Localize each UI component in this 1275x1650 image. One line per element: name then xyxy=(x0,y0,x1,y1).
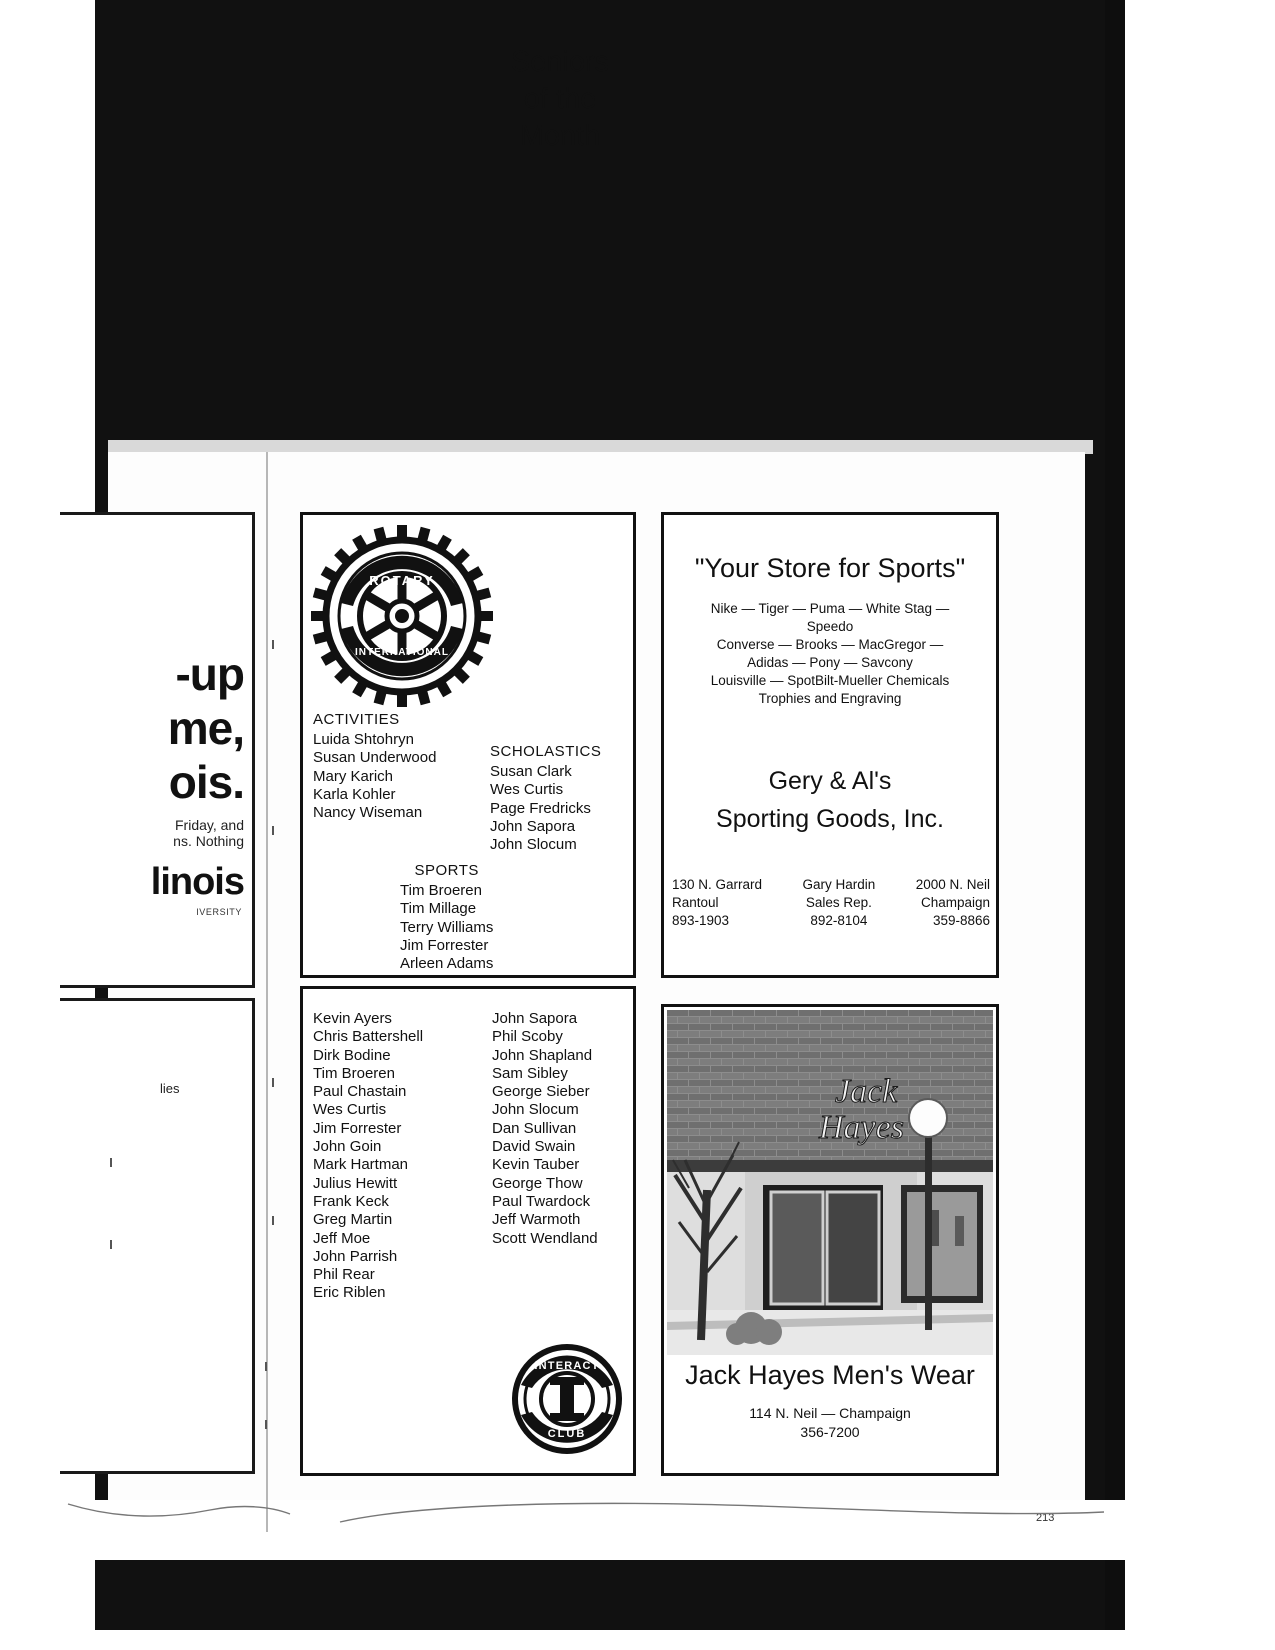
list-item: Arleen Adams xyxy=(400,955,494,973)
list-item: Frank Keck xyxy=(313,1192,389,1210)
list-item: Paul Twardock xyxy=(492,1192,591,1210)
bleed-body-2: ns. Nothing xyxy=(173,833,244,849)
bleed-headline-1: -up xyxy=(175,648,244,700)
contact-block-rep xyxy=(802,876,875,930)
list-item: Kevin Ayers xyxy=(313,1010,392,1027)
registration-tick xyxy=(272,1216,274,1225)
address-line: 114 N. Neil — Champaign xyxy=(749,1405,911,1421)
bleed-fragment: lies xyxy=(160,1081,180,1096)
brand-line: Adidas — Pony — Savcony xyxy=(747,655,913,670)
phone-line: 356-7200 xyxy=(800,1424,860,1440)
page-number: 213 xyxy=(1036,1512,1055,1524)
contact-line-2: Rantoul xyxy=(672,895,719,910)
list-item: Mark Hartman xyxy=(313,1156,409,1174)
business-name-line-1: Gery & Al's xyxy=(768,767,892,795)
list-item: Dirk Bodine xyxy=(313,1046,391,1064)
sports-group xyxy=(400,862,493,973)
activities-heading: ACTIVITIES xyxy=(313,711,400,728)
registration-tick xyxy=(272,826,274,835)
rotary-international-logo xyxy=(311,525,493,707)
list-item: John Slocum xyxy=(492,1101,579,1119)
members-column-right xyxy=(492,1010,598,1248)
business-name-line-2: Sporting Goods, Inc. xyxy=(716,805,944,833)
list-item: Wes Curtis xyxy=(313,1101,387,1119)
list-item: George Thow xyxy=(492,1174,583,1192)
svg-text:Jack: Jack xyxy=(835,1073,898,1110)
list-item: John Parrish xyxy=(313,1247,398,1265)
title-line-3: Month xyxy=(519,120,601,152)
list-item: Sam Sibley xyxy=(492,1064,568,1082)
brand-line: Converse — Brooks — MacGregor — xyxy=(716,637,944,652)
facing-page-ad-bottom xyxy=(60,998,255,1474)
contact-line-1: 130 N. Garrard xyxy=(672,877,763,892)
list-item: Karla Kohler xyxy=(313,785,396,803)
brand-line: Louisville — SpotBilt-Mueller Chemicals xyxy=(710,673,950,688)
registration-tick xyxy=(272,1078,274,1087)
registration-tick xyxy=(265,1420,267,1429)
list-item: Eric Riblen xyxy=(313,1284,386,1302)
list-item: Nancy Wiseman xyxy=(313,804,423,822)
scan-background-right xyxy=(1105,0,1125,1630)
sporting-goods-slogan: "Your Store for Sports" xyxy=(694,553,966,583)
list-item: Jim Forrester xyxy=(400,936,489,954)
contact-line-2: Champaign xyxy=(920,895,990,910)
list-item: Scott Wendland xyxy=(492,1229,598,1247)
title-line-1: Seniors xyxy=(510,46,610,78)
list-item: Phil Scoby xyxy=(492,1028,563,1046)
svg-text:INTERACT: INTERACT xyxy=(534,1360,600,1372)
contact-line-3: 892-8104 xyxy=(810,913,868,928)
activities-name-list xyxy=(313,731,436,822)
list-item: Mary Karich xyxy=(313,767,394,785)
list-item: George Sieber xyxy=(492,1083,590,1101)
facing-page-ad-top xyxy=(60,512,255,988)
jack-hayes-contact xyxy=(661,1404,999,1442)
list-item: Julius Hewitt xyxy=(313,1174,398,1192)
list-item: Tim Broeren xyxy=(400,882,482,899)
bleed-headline-3: ois. xyxy=(168,756,244,808)
list-item: Chris Battershell xyxy=(313,1028,424,1046)
list-item: Luida Shtohryn xyxy=(313,731,414,748)
svg-text:CLUB: CLUB xyxy=(547,1428,587,1440)
contact-line-2: Sales Rep. xyxy=(805,895,872,910)
contact-line-3: 893-1903 xyxy=(672,913,730,928)
list-item: Susan Clark xyxy=(490,763,572,780)
list-item: Susan Underwood xyxy=(313,749,437,767)
storefront-photo xyxy=(667,1010,993,1355)
list-item: Tim Millage xyxy=(400,900,477,918)
list-item: Tim Broeren xyxy=(313,1064,395,1082)
svg-text:INTERNATIONAL: INTERNATIONAL xyxy=(355,647,449,658)
list-item: Jim Forrester xyxy=(313,1119,402,1137)
scholastics-name-list xyxy=(490,763,601,854)
brand-line: Trophies and Engraving xyxy=(758,691,902,706)
list-item: John Goin xyxy=(313,1138,382,1156)
svg-text:ROTARY: ROTARY xyxy=(369,573,435,588)
seniors-ad-title xyxy=(500,44,620,155)
members-column-left xyxy=(313,1010,423,1303)
contact-line-1: Gary Hardin xyxy=(802,877,876,892)
contact-line-1: 2000 N. Neil xyxy=(915,877,990,892)
sports-name-list xyxy=(400,882,493,973)
list-item: Phil Rear xyxy=(313,1266,375,1284)
bleed-footer: IVERSITY xyxy=(196,907,242,917)
list-item: John Shapland xyxy=(492,1046,593,1064)
list-item: Kevin Tauber xyxy=(492,1156,580,1174)
sporting-goods-business-name xyxy=(661,762,999,838)
bleed-body-1: Friday, and xyxy=(175,817,244,833)
scholastics-heading: SCHOLASTICS xyxy=(490,743,602,760)
brand-line: Speedo xyxy=(806,619,854,634)
brand-line: Nike — Tiger — Puma — White Stag — xyxy=(710,601,950,616)
activities-group xyxy=(313,711,436,822)
list-item: John Sapora xyxy=(490,817,576,835)
contact-line-3: 359-8866 xyxy=(932,913,990,928)
sporting-goods-brand-list xyxy=(672,600,988,708)
contact-block-champaign xyxy=(916,876,990,930)
bleed-headline-2: me, xyxy=(167,702,244,754)
list-item: Jeff Moe xyxy=(313,1229,371,1247)
registration-tick xyxy=(265,1362,267,1371)
list-item: David Swain xyxy=(492,1138,576,1156)
list-item: Dan Sullivan xyxy=(492,1119,577,1137)
list-item: John Sapora xyxy=(492,1010,578,1027)
list-item: Page Fredricks xyxy=(490,799,591,817)
registration-tick xyxy=(110,1158,112,1167)
sports-heading: SPORTS xyxy=(414,862,479,879)
list-item: Terry Williams xyxy=(400,918,494,936)
contact-block-rantoul xyxy=(672,876,762,930)
paper-bottom-edge xyxy=(60,1500,1160,1560)
interact-club-logo xyxy=(512,1339,622,1459)
list-item: Wes Curtis xyxy=(490,781,564,799)
svg-text:Hayes: Hayes xyxy=(819,1109,904,1146)
list-item: Jeff Warmoth xyxy=(492,1211,581,1229)
scholastics-group xyxy=(490,743,601,854)
list-item: John Slocum xyxy=(490,836,577,854)
bleed-subheadline: linois xyxy=(150,861,244,903)
registration-tick xyxy=(272,640,274,649)
list-item: Paul Chastain xyxy=(313,1083,407,1101)
registration-tick xyxy=(110,1240,112,1249)
list-item: Greg Martin xyxy=(313,1211,393,1229)
jack-hayes-business-name: Jack Hayes Men's Wear xyxy=(685,1360,975,1390)
sporting-goods-contacts xyxy=(672,876,990,930)
title-line-2: of the xyxy=(523,83,597,115)
